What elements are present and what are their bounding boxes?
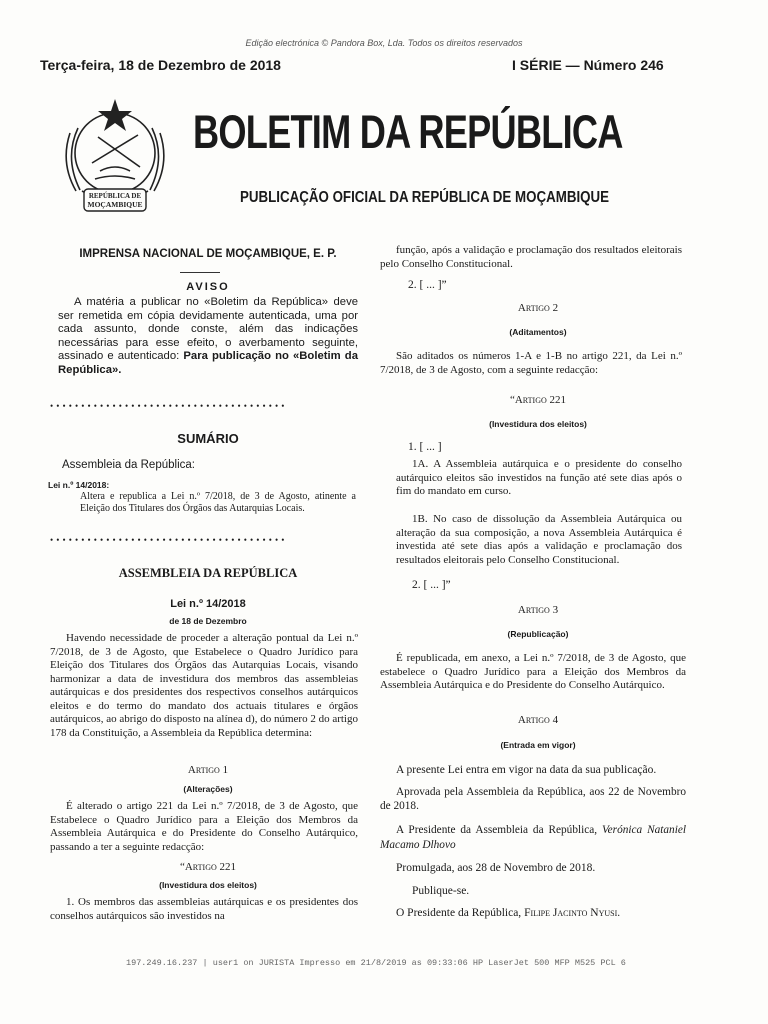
artigo-3-text: É republicada, em anexo, a Lei n.º 7/2018, de 3 de Agosto, que estabelece o Quadro Jurídico para a Eleição dos Membros da Assembleia Autárquica e do Presidente do Conselho Autárquico. bbox=[380, 652, 686, 691]
issue-date: Terça-feira, 18 de Dezembro de 2018 bbox=[40, 57, 281, 73]
sumario-description: Altera e republica a Lei n.º 7/2018, de 3 de Agosto, atinente a Eleição dos Titulares dos Órgãos das Autarquias Locais. bbox=[80, 491, 356, 514]
presidente-rep-label: O Presidente da República, bbox=[396, 907, 525, 919]
assembleia-title: ASSEMBLEIA DA REPÚBLICA bbox=[118, 566, 298, 580]
investidura-heading-left: (Investidura dos eleitos) bbox=[159, 880, 257, 890]
sumario-title: SUMÁRIO bbox=[177, 431, 239, 446]
publique-text: Publique-se. bbox=[412, 885, 470, 897]
presidente-ar bbox=[380, 823, 686, 853]
mozambique-emblem bbox=[40, 93, 190, 223]
continued-text: função, após a validação e proclamação dos resultados eleitorais pelo Conselho Constitucional. bbox=[380, 244, 682, 270]
preambulo: Havendo necessidade de proceder a alteração pontual da Lei n.º 7/2018, de 3 de Agosto, que Estabelece o Quadro Jurídico para Eleição dos Titulares dos Órgãos das Autarquias Locais, visando harmonizar a data de investidura dos membros das assembleias autárquicas e dos presidentes dos respectivos conselhos autárquicos eleitos e do termo do mandato dos actuais titulares e órgãos autárquicos, ao abrigo do disposto na alínea d), do número 2 do artigo 178 da Constituição, a Assembleia da República determina: bbox=[50, 632, 358, 739]
investidura-heading-right: (Investidura dos eleitos) bbox=[489, 419, 587, 429]
dotted-separator-1: •••••••••••••••••••••••••••••••••••••• bbox=[50, 401, 288, 411]
dotted-separator-2: •••••••••••••••••••••••••••••••••••••• bbox=[50, 535, 288, 545]
emblem-text-line2: MOÇAMBIQUE bbox=[87, 200, 143, 209]
artigo-221-label-right: “Artigo 221 bbox=[509, 394, 567, 406]
presidente-ar-label: A Presidente da Assembleia da República, bbox=[396, 824, 603, 836]
artigo-2-text: São aditados os números 1-A e 1-B no artigo 221, da Lei n.º 7/2018, de 3 de Agosto, com a seguinte redacção: bbox=[380, 350, 682, 376]
promulgada-text: Promulgada, aos 28 de Novembro de 2018. bbox=[396, 862, 596, 874]
artigo-2-label: Artigo 2 bbox=[517, 302, 559, 314]
item-1a: 1A. A Assembleia autárquica e o presidente do conselho autárquico eleitos são investidos na função até sete dias após o fim do mandato em curso. bbox=[396, 458, 682, 497]
issue-series-number: I SÉRIE — Número 246 bbox=[512, 57, 664, 73]
aviso-bold-note: Para publicação no «Boletim da República». bbox=[58, 350, 358, 376]
lei-date: de 18 de Dezembro bbox=[169, 616, 247, 626]
artigo-4-label: Artigo 4 bbox=[517, 714, 559, 726]
presidente-rep-name: Filipe Jacinto Nyusi. bbox=[524, 907, 621, 919]
emblem-text-line1: REPÚBLICA DE bbox=[88, 192, 142, 200]
item-2-close-b: 2. [ ... ]” bbox=[412, 579, 451, 591]
artigo-4-heading: (Entrada em vigor) bbox=[500, 740, 576, 750]
aviso-text bbox=[58, 296, 358, 377]
sumario-lei: Lei n.º 14/2018: bbox=[48, 480, 110, 490]
artigo-221-item-1: 1. Os membros das assembleias autárquicas e os presidentes dos conselhos autárquicos são investidos na bbox=[50, 896, 358, 922]
artigo-4-text: A presente Lei entra em vigor na data da sua publicação. bbox=[396, 764, 657, 776]
lei-title: Lei n.º 14/2018 bbox=[170, 598, 246, 610]
masthead-subtitle: PUBLICAÇÃO OFICIAL DA REPÚBLICA DE MOÇAMBIQUE bbox=[240, 189, 610, 206]
artigo-1-text: É alterado o artigo 221 da Lei n.º 7/2018, de 3 de Agosto, que Estabelece o Quadro Jurídico para a Eleição dos Membros da Assembleia Autárquica e do Presidente do Conselho Autárquico, passando a ter a seguinte redacção: bbox=[50, 800, 358, 853]
aviso-title: AVISO bbox=[186, 281, 230, 293]
artigo-1-heading: (Alterações) bbox=[183, 784, 233, 794]
artigo-1-label: Artigo 1 bbox=[187, 764, 229, 776]
presidente-ar-name: Verónica Nataniel Macamo Dlhovo bbox=[380, 824, 686, 851]
aviso-body: A matéria a publicar no «Boletim da República» deve ser remetida em cópia devidamente autenticada, uma por cada assunto, donde conste, além das indicações necessárias para esse efeito, o averbamento seguinte, assinado e autenticado: bbox=[58, 296, 358, 362]
artigo-2-heading: (Aditamentos) bbox=[509, 327, 567, 337]
item-1b: 1B. No caso de dissolução da Assembleia Autárquica ou alteração da sua composição, a nova Assembleia Autárquica é investida até sete dias após a validação e proclamação dos resultados eleitorais pelo Conselho Constitucional. bbox=[396, 513, 682, 566]
aprovada-text: Aprovada pela Assembleia da República, aos 22 de Novembro de 2018. bbox=[380, 786, 686, 812]
artigo-221-label-left: “Artigo 221 bbox=[179, 861, 237, 873]
masthead-title: BOLETIM DA REPÚBLICA bbox=[193, 105, 623, 158]
sumario-entity: Assembleia da República: bbox=[62, 459, 195, 471]
artigo-3-heading: (Republicação) bbox=[507, 629, 569, 639]
item-2-close: 2. [ ... ]” bbox=[408, 279, 447, 291]
item-1-placeholder: 1. [ ... ] bbox=[408, 441, 442, 453]
imprensa-nacional-heading: IMPRENSA NACIONAL DE MOÇAMBIQUE, E. P. bbox=[79, 248, 337, 260]
presidente-rep bbox=[396, 906, 620, 920]
artigo-3-label: Artigo 3 bbox=[517, 604, 559, 616]
divider bbox=[180, 272, 220, 273]
copyright-notice: Edição electrónica © Pandora Box, Lda. Todos os direitos reservados bbox=[245, 38, 523, 48]
print-footer: 197.249.16.237 | user1 on JURISTA Impresso em 21/8/2019 as 09:33:06 HP LaserJet 500 MFP M525 PCL 6 bbox=[126, 958, 626, 968]
